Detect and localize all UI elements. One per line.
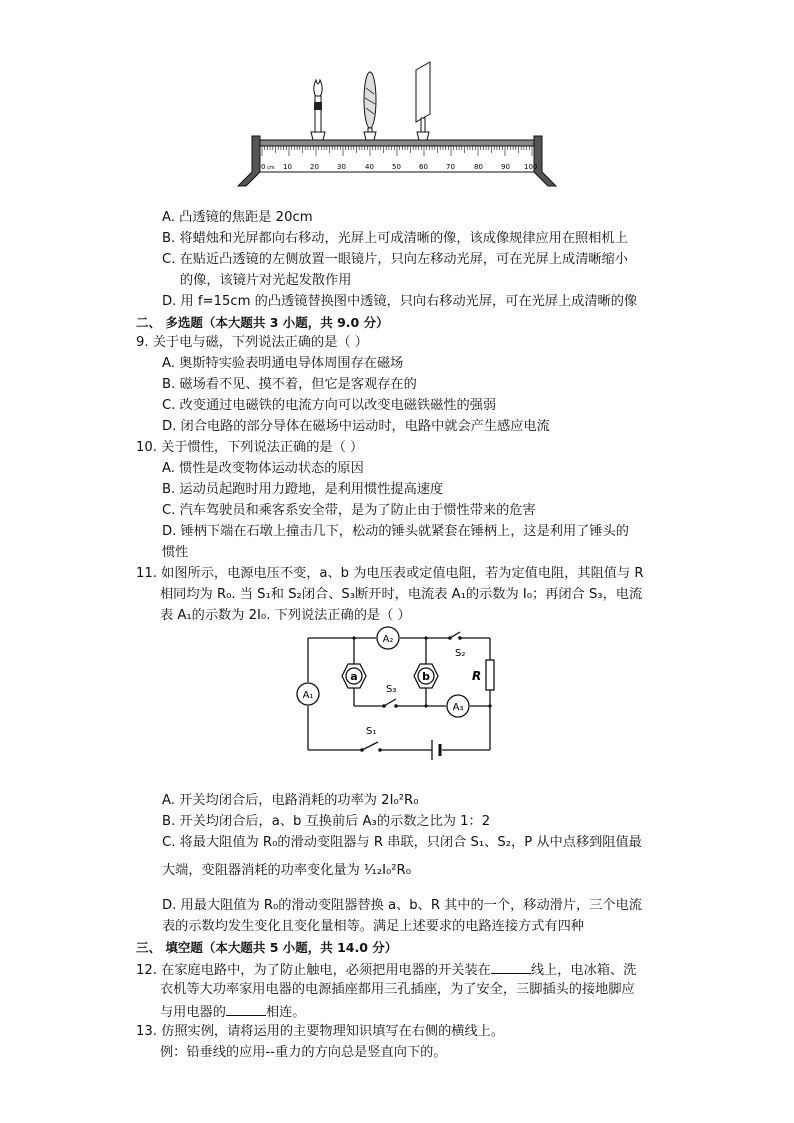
tick-label-10: 10 [283, 163, 292, 171]
tick-label-20: 20 [310, 163, 319, 171]
q10-option-a: A. 惯性是改变物体运动状态的原因 [162, 461, 364, 476]
a1-label: A₁ [302, 690, 314, 701]
q12-line-1 [136, 960, 636, 980]
q12-blank-2[interactable] [226, 1002, 266, 1016]
q12-text-1: 12. 在家庭电路中，为了防止触电，必须把用电器的开关装在 [136, 963, 491, 978]
q13-stem: 13. 仿照实例，请将运用的主要物理知识填写在右侧的横线上。 [136, 1024, 505, 1039]
q11-option-a: A. 开关均闭合后，电路消耗的功率为 2I₀²R₀ [162, 793, 419, 808]
convex-lens [364, 72, 376, 140]
a3-label: A₃ [452, 702, 464, 713]
q12-text-3: 与用电器的 [160, 1005, 226, 1020]
q9-option-d: D. 闭合电路的部分导体在磁场中运动时，电路中就会产生感应电流 [162, 419, 550, 434]
optical-bench-figure [230, 58, 560, 190]
q12-text-4: 相连。 [265, 1005, 306, 1020]
tick-label-0: 0 [261, 163, 266, 171]
tick-label-100: 100 [524, 163, 538, 171]
r-label: R [472, 669, 482, 683]
tick-unit: cm [267, 165, 275, 171]
q10-stem: 10. 关于惯性，下列说法正确的是（ ） [136, 440, 364, 455]
q9-option-c: C. 改变通过电磁铁的电流方向可以改变电磁铁磁性的强弱 [162, 398, 497, 413]
tick-label-40: 40 [365, 163, 374, 171]
component-a [342, 664, 366, 688]
q12-blank-1[interactable] [491, 960, 531, 974]
tick-label-80: 80 [474, 163, 483, 171]
q10-option-d-cont: 惯性 [162, 545, 189, 560]
q12-line-2: 衣机等大功率家用电器的电源插座都用三孔插座，为了安全，三脚插头的接地脚应 [160, 982, 635, 997]
tick-label-60: 60 [419, 163, 428, 171]
q11-option-c: C. 将最大阻值为 R₀的滑动变阻器与 R 串联，只闭合 S₁、S₂，P 从中点移到阻值最 [162, 835, 642, 850]
q9-stem: 9. 关于电与磁，下列说法正确的是（ ） [136, 335, 368, 350]
light-screen [416, 62, 430, 140]
candle [311, 80, 325, 140]
q11-option-d: D. 用最大阻值为 R₀的滑动变阻器替换 a、b、R 其中的一个，移动滑片，三个电流 [162, 898, 642, 913]
q10-option-b: B. 运动员起跑时用力蹬地，是利用惯性提高速度 [162, 482, 444, 497]
q12-text-2: 线上，电冰箱、洗 [530, 963, 637, 978]
ammeter-a1 [297, 683, 319, 705]
q8-option-c: C. 在贴近凸透镜的左侧放置一眼镜片，只向左移动光屏，可在光屏上成清晰缩小 [162, 252, 628, 267]
b-label: b [422, 670, 430, 683]
tick-label-30: 30 [337, 163, 346, 171]
q11-option-d-cont: 表的示数均发生变化且变化量相等。满足上述要求的电路连接方式有四种 [162, 919, 584, 934]
q12-line-3 [160, 1002, 306, 1022]
ammeter-a3 [447, 695, 469, 717]
q10-option-d: D. 锤柄下端在石墩上撞击几下，松动的锤头就紧套在锤柄上，这是利用了锤头的 [162, 524, 629, 539]
circuit-diagram [292, 626, 504, 764]
a2-label: A₂ [382, 634, 394, 645]
tick-label-70: 70 [446, 163, 455, 171]
q11-stem-2: 相同均为 R₀. 当 S₁和 S₂闭合、S₃断开时，电流表 A₁的示数为 I₀；再闭合 S₃，电流 [160, 587, 643, 602]
section-2-title: 二、 多选题（本大题共 3 小题，共 9.0 分） [136, 315, 389, 330]
tick-label-90: 90 [501, 163, 510, 171]
q8-option-c-cont: 的像，该镜片对光起发散作用 [180, 273, 352, 288]
q11-stem-1: 11. 如图所示，电源电压不变，a、b 为电压表或定值电阻，若为定值电阻，其阻值与 R [136, 566, 644, 581]
a-label: a [350, 670, 358, 683]
q11-option-c-cont: 大端，变阻器消耗的功率变化量为 ¹⁄₁₂I₀²R₀ [162, 863, 411, 878]
tick-label-50: 50 [392, 163, 401, 171]
q9-option-a: A. 奥斯特实验表明通电导体周围存在磁场 [162, 356, 404, 371]
q11-option-b: B. 开关均闭合后，a、b 互换前后 A₃的示数之比为 1：2 [162, 814, 491, 829]
s2-label: S₂ [455, 648, 466, 659]
q8-option-b: B. 将蜡烛和光屏都向右移动，光屏上可成清晰的像，该成像规律应用在照相机上 [162, 231, 628, 246]
ammeter-a2 [377, 627, 399, 649]
q13-example: 例：铅垂线的应用--重力的方向总是竖直向下的。 [160, 1045, 447, 1060]
component-b [414, 664, 438, 688]
q10-option-c: C. 汽车驾驶员和乘客系安全带，是为了防止由于惯性带来的危害 [162, 503, 536, 518]
q8-option-a: A. 凸透镜的焦距是 20cm [162, 210, 313, 225]
q9-option-b: B. 磁场看不见、摸不着，但它是客观存在的 [162, 377, 417, 392]
section-3-title: 三、 填空题（本大题共 5 小题，共 14.0 分） [136, 940, 398, 955]
s3-label: S₃ [386, 684, 397, 695]
q11-stem-3: 表 A₁的示数为 2I₀. 下列说法正确的是（ ） [160, 608, 411, 623]
s1-label: S₁ [366, 726, 377, 737]
q8-option-d: D. 用 f=15cm 的凸透镜替换图中透镜，只向右移动光屏，可在光屏上成清晰的像 [162, 294, 638, 309]
